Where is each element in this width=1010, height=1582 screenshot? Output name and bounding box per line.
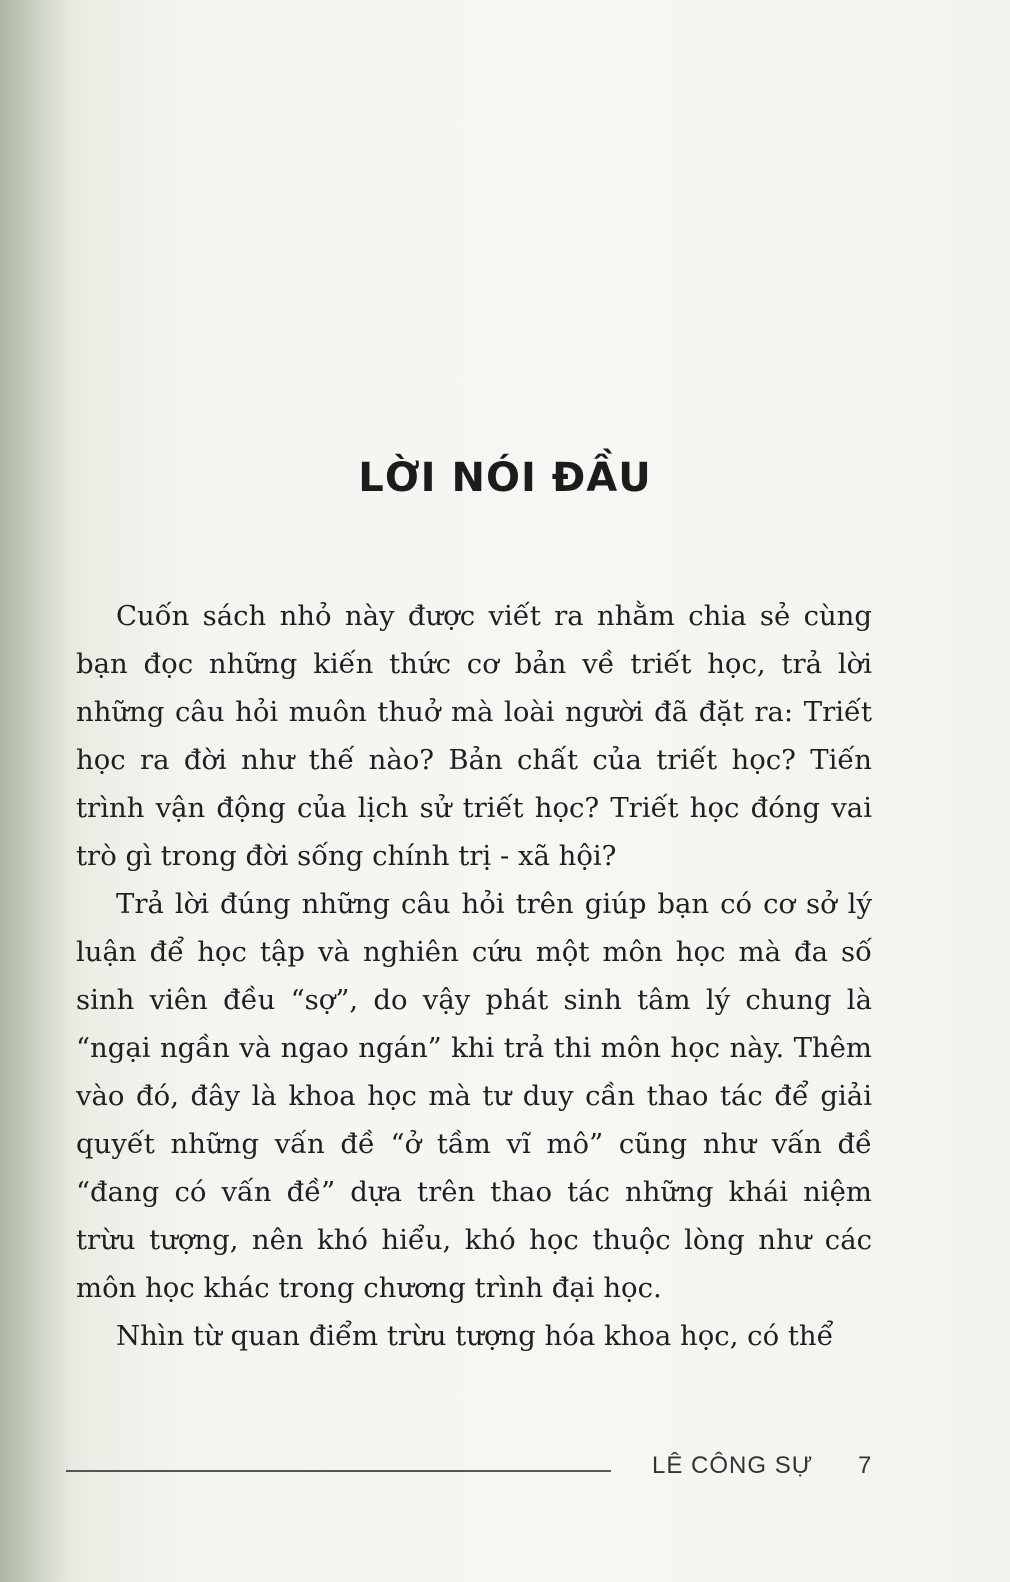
page-number: 7 bbox=[858, 1452, 872, 1479]
spine-shadow bbox=[0, 0, 70, 1582]
paragraph-1: Cuốn sách nhỏ này được viết ra nhằm chia sẻ cùng bạn đọc những kiến thức cơ bản về triết học, trả lời những câu hỏi muôn thuở mà loài người đã đặt ra: Triết học ra đời như thế nào? Bản chất của triết học? Tiến trình vận động của lịch sử triết học? Triết học đóng vai trò gì trong đời sống chính trị - xã hội? bbox=[76, 600, 872, 872]
body-text bbox=[76, 592, 872, 1360]
paragraph-2: Trả lời đúng những câu hỏi trên giúp bạn có cơ sở lý luận để học tập và nghiên cứu một môn học mà đa số sinh viên đều “sợ”, do vậy phát sinh tâm lý chung là “ngại ngần và ngao ngán” khi trả thi môn học này. Thêm vào đó, đây là khoa học mà tư duy cần thao tác để giải quyết những vấn đề “ở tầm vĩ mô” cũng như vấn đề “đang có vấn đề” dựa trên thao tác những khái niệm trừu tượng, nên khó hiểu, khó học thuộc lòng như các môn học khác trong chương trình đại học. bbox=[76, 888, 872, 1304]
page-heading: LỜI NÓI ĐẦU bbox=[358, 455, 652, 501]
paragraph-3: Nhìn từ quan điểm trừu tượng hóa khoa học, có thể bbox=[116, 1320, 834, 1352]
footer-author: LÊ CÔNG SỰ bbox=[652, 1452, 814, 1479]
footer-rule bbox=[66, 1470, 611, 1472]
